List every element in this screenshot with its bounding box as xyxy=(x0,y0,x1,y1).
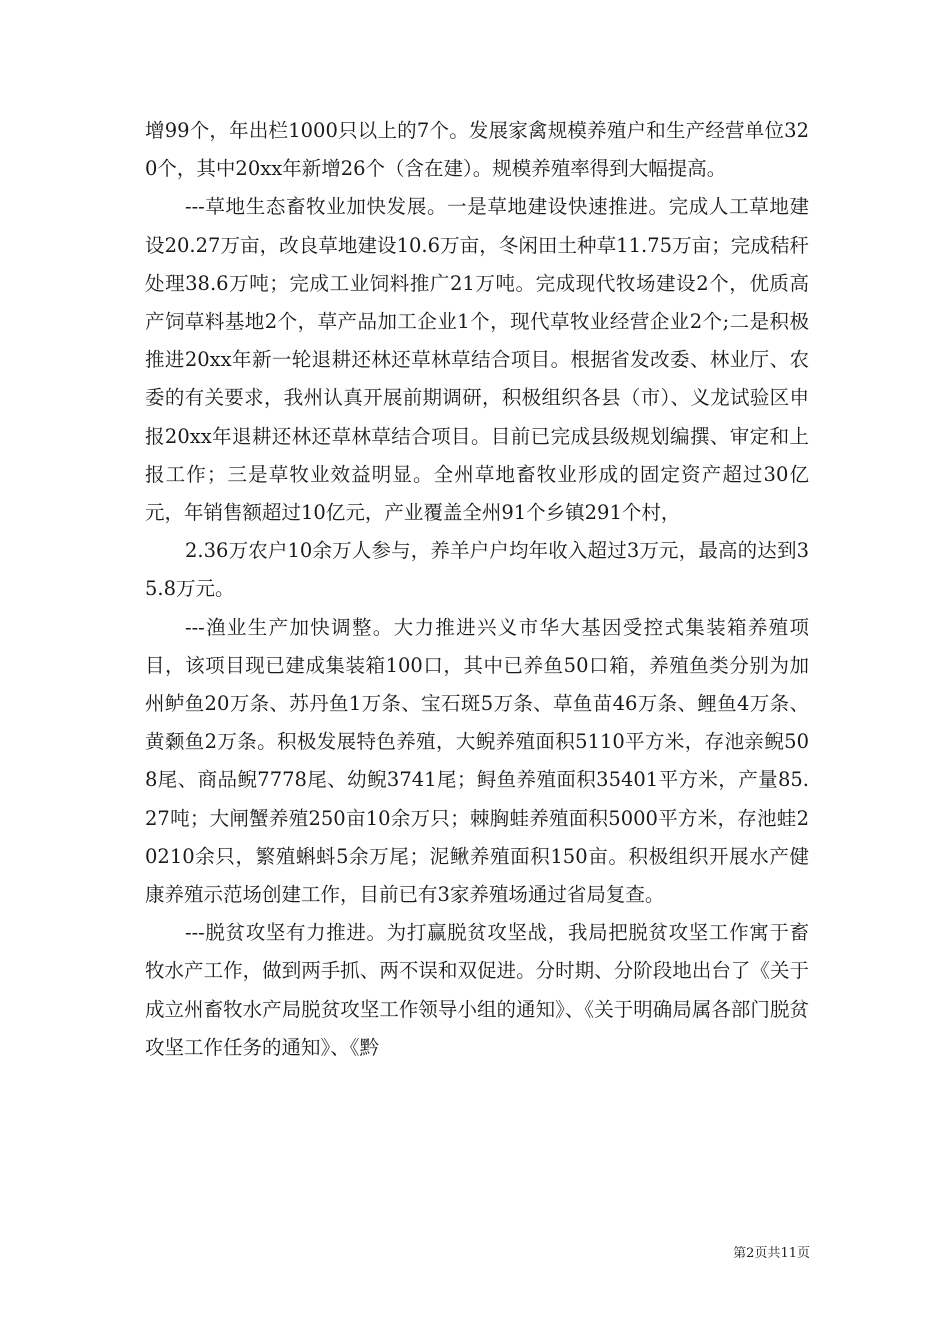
paragraph-fishery: ---渔业生产加快调整。大力推进兴义市华大基因受控式集装箱养殖项目，该项目现已建成集装箱100口，其中已养鱼50口箱，养殖鱼类分别为加州鲈鱼20万条、苏丹鱼1万条、宝石斑5万条、草鱼苗46万条、鲤鱼4万条、黄颡鱼2万条。积极发展特色养殖，大鲵养殖面积5110平方米，存池亲鲵508尾、商品鲵7778尾、幼鲵3741尾；鲟鱼养殖面积35401平方米，产量85.27吨；大闸蟹养殖250亩10余万只；棘胸蛙养殖面积5000平方米，存池蛙20210余只，繁殖蝌蚪5余万尾；泥鳅养殖面积150亩。积极组织开展水产健康养殖示范场创建工作，目前已有3家养殖场通过省局复查。 xyxy=(145,615,809,907)
page-number: 第2页共11页 xyxy=(733,1246,810,1261)
paragraph-income: 2.36万农户10余万人参与，养羊户户均年收入超过3万元，最高的达到35.8万元。 xyxy=(145,539,809,601)
body-text xyxy=(145,112,809,1067)
paragraph-poverty: ---脱贫攻坚有力推进。为打赢脱贫攻坚战，我局把脱贫攻坚工作寓于畜牧水产工作，做到两手抓、两不误和双促进。分时期、分阶段地出台了《关于成立州畜牧水产局脱贫攻坚工作领导小组的通知》、《关于明确局属各部门脱贫攻坚工作任务的通知》、《黔 xyxy=(145,921,809,1059)
paragraph-grassland: ---草地生态畜牧业加快发展。一是草地建设快速推进。完成人工草地建设20.27万亩，改良草地建设10.6万亩，冬闲田土种草11.75万亩；完成秸秆处理38.6万吨；完成工业饲料推广21万吨。完成现代牧场建设2个，优质高产饲草料基地2个，草产品加工企业1个，现代草牧业经营企业2个;二是积极推进20xx年新一轮退耕还林还草林草结合项目。根据省发改委、林业厅、农委的有关要求，我州认真开展前期调研，积极组织各县（市）、义龙试验区申报20xx年退耕还林还草林草结合项目。目前已完成县级规划编撰、审定和上报工作；三是草牧业效益明显。全州草地畜牧业形成的固定资产超过30亿元，年销售额超过10亿元，产业覆盖全州91个乡镇291个村， xyxy=(145,195,809,525)
paragraph-continuation: 增99个，年出栏1000只以上的7个。发展家禽规模养殖户和生产经营单位320个，其中20xx年新增26个（含在建）。规模养殖率得到大幅提高。 xyxy=(145,119,809,181)
